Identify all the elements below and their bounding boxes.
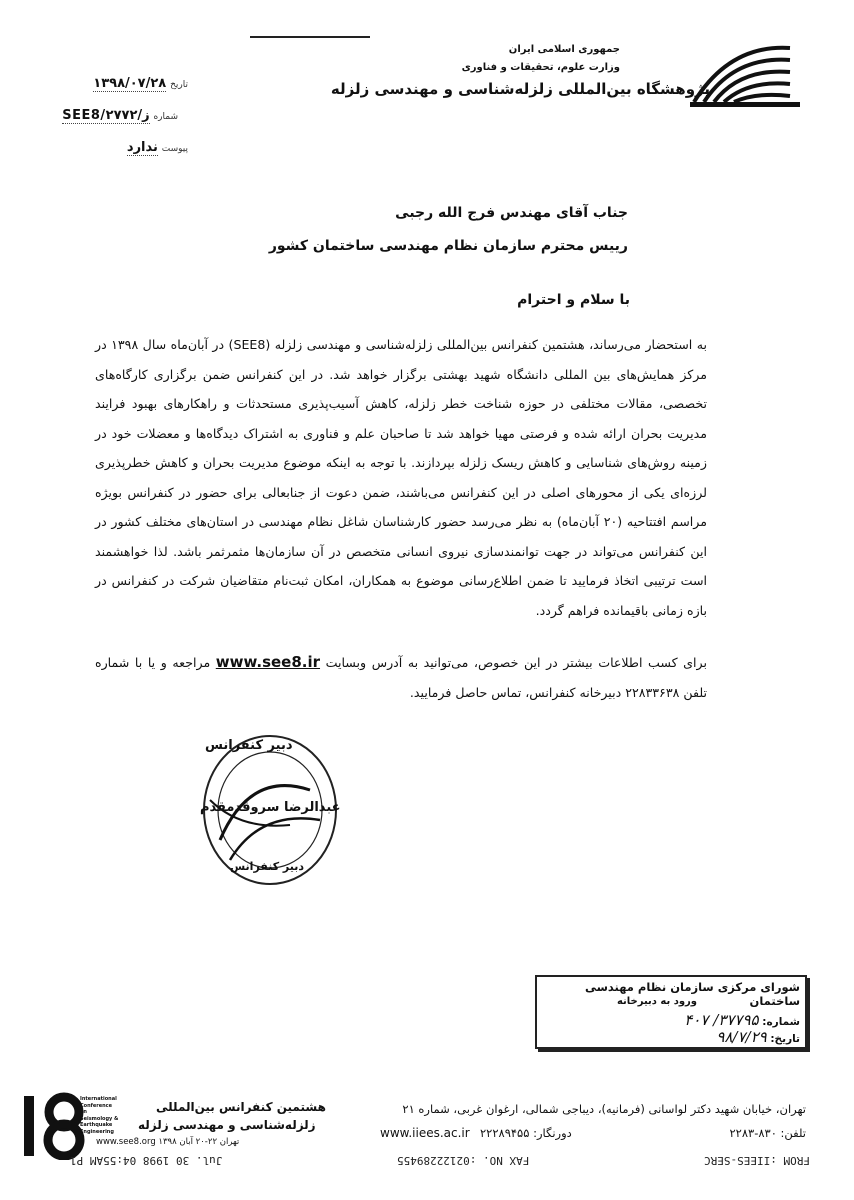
stamp-date-value: ۹۸/۷/۲۹ [716,1028,767,1046]
header-ministry: وزارت علوم، تحقیقات و فناوری [461,62,620,73]
body-paragraph-1: به استحضار می‌رساند، هشتمین کنفرانس بین‌المللی زلزله‌شناسی و مهندسی زلزله (SEE8) در آبان‌ماه سال ۱۳۹۸ در مرکز همایش‌های بین المللی دانشگاه شهید بهشتی برگزار خواهد شد. در این کنفرانس ضمن برگزاری کارگاه‌های تخصصی، مقالات مختلفی در حوزه شناخت خطر زلزله، کاهش آسیب‌پذیری مستحدثات و راهکارهای بهبود فرایند مدیریت بحران ارائه شده و فرصتی مهیا خواهد شد تا صاحبان علم و فناوری به اشتراک دیدگاه‌ها و معضلات خود در زمینه روش‌های شناسایی و کاهش ریسک زلزله بپردازند. با توجه به اینکه موضوع مدیریت بحران و کاهش خطرپذیری لرزه‌ای یکی از محورهای اصلی در این کنفرانس می‌باشند، ضمن دعوت از جنابعالی برای حضور در کنفرانس بویژه مراسم افتتاحیه (۲۰ آبان‌ماه) به نظر می‌رسد حضور کارشناسان شاغل نظام مهندسی در استان‌های مختلف کشور در این کنفرانس می‌تواند در جهت توانمندسازی نیروی انسانی متخصص در آن سازمان‌ها مثمرثمر باشد. لذا خواهشمند است ترتیبی اتخاذ فرمایید تا ضمن اطلاع‌رسانی موضوع به همکاران، امکان ثبت‌نام متقاضیان شرکت در کنفرانس در بازه زمانی باقیمانده فراهم گردد. [95,337,707,618]
attachment-value: ندارد [126,140,158,155]
stamp-number-value: ۳۷۷۹۵/ ۴۰۷ [684,1011,759,1029]
stamp-number-row [548,1011,800,1029]
footer-fax: دورنگار: ۲۲۲۸۹۴۵۵ [480,1126,572,1140]
stamp-number-label: شماره: [762,1016,800,1028]
para2-text-after: مراجعه و یا با شماره تلفن ۲۲۸۳۳۶۳۸ دبیرخانه کنفرانس، تماس حاصل فرمایید. [95,655,707,700]
date-value: ۱۳۹۸/۰۷/۲۸ [93,76,167,91]
stamp-subtitle: ورود به دبیرخانه [616,996,698,1007]
footer-conference-line3: www.see8.org تهران ۲۲-۲۰ آبان ۱۳۹۸ [96,1137,240,1147]
fax-datetime: Jul. 30 1998 04:55AM P1 [70,1154,223,1167]
footer-conference-line1: هشتمین کنفرانس بین‌المللی [156,1100,326,1114]
signature-title: دبیر کنفرانس [205,738,293,753]
number-label: شماره [153,112,178,122]
para2-text-before: برای کسب اطلاعات بیشتر در این خصوص، می‌توانید به آدرس وبسایت [320,655,707,670]
stamp-date-row [548,1028,800,1046]
signature-role: دبیر کنفرانس [230,860,305,873]
see8-caption: International Conference on Seismology & Earthquake Engineering [80,1096,119,1135]
number-row [30,108,178,124]
footer-address: تهران، خیابان شهید دکتر لواسانی (فرمانیه)، دیباجی شمالی، ارغوان غربی، شماره ۲۱ [402,1102,806,1116]
date-label: تاریخ [170,80,188,90]
fax-from: FROM :IIEES-SERC [704,1154,810,1167]
signature-name: عبدالرضا سروقدمقدم [200,800,341,815]
conference-website-link[interactable]: www.see8.ir [215,653,321,671]
number-value: ز/SEE8/۲۷۷۲ [62,108,150,123]
body-paragraph-2 [95,648,707,707]
header-country: جمهوری اسلامی ایران [508,44,620,55]
institute-logo-icon [690,40,800,110]
recipient-title: رییس محترم سازمان نظام مهندسی ساختمان کشور [268,238,628,254]
footer-telephone: تلفن: ۸۳۰-۲۲۸۳ [729,1126,806,1140]
footer-website: www.iiees.ac.ir [380,1126,470,1140]
stamp-date-label: تاریخ: [770,1033,800,1045]
footer-conference-line2: زلزله‌شناسی و مهندسی زلزله [138,1118,316,1132]
date-row [40,76,188,92]
stamp-title: شورای مرکزی سازمان نظام مهندسی ساختمان [584,980,800,1008]
header-institute: پژوهشگاه بین‌المللی زلزله‌شناسی و مهندسی زلزله [330,80,710,98]
top-rule [250,36,370,38]
attachment-label: پیوست [161,144,188,154]
fax-transmission-header [70,1154,810,1167]
greeting: با سلام و احترام [517,292,630,308]
recipient-name: جناب آقای مهندس فرج الله رجبی [395,205,628,221]
fax-number: FAX NO. :02122289455 [396,1154,530,1167]
attachment-row [40,140,188,156]
